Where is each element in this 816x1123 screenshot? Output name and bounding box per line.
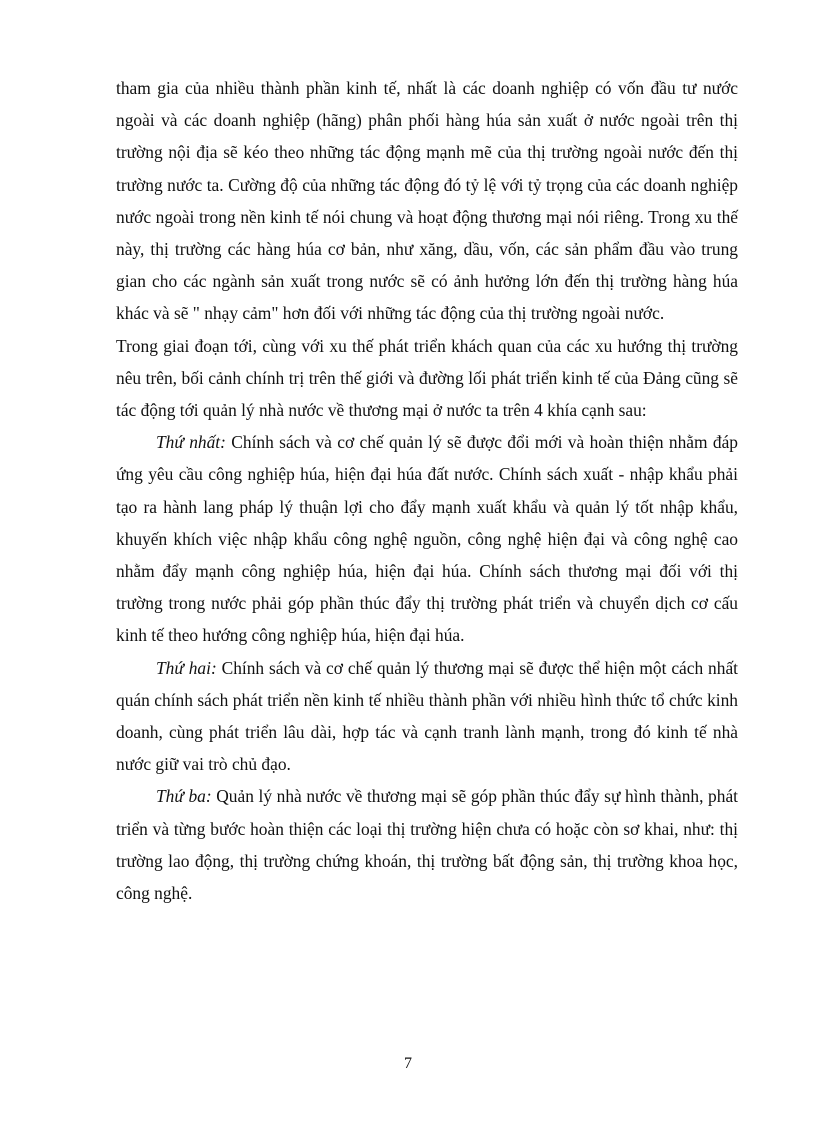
paragraph-text: Trong giai đoạn tới, cùng với xu thế phát triển khách quan của các xu hướng thị trường nêu trên, bối cảnh chính trị trên thế giới và đường lối phát triển kinh tế của Đảng cũng sẽ tác động tới quản lý nhà nước về thương mại ở nước ta trên 4 khía cạnh sau: [116,335,738,421]
paragraph-text: Quản lý nhà nước về thương mại sẽ góp phần thúc đẩy sự hình thành, phát triển và từng bước hoàn thiện các loại thị trường hiện chưa có hoặc còn sơ khai, như: thị trường lao động, thị trường chứng khoán, thị trường bất động sản, thị trường khoa học, công nghệ. [116,786,738,904]
paragraph-continuation [116,72,738,330]
paragraph-lead: Thứ ba: [156,786,212,807]
paragraph-text: Chính sách và cơ chế quản lý sẽ được đổi mới và hoàn thiện nhằm đáp ứng yêu cầu công nghiệp húa, hiện đại húa đất nước. Chính sách xuất - nhập khẩu phải tạo ra hành lang pháp lý thuận lợi cho đẩy mạnh xuất khẩu và quản lý tốt nhập khẩu, khuyến khích việc nhập khẩu công nghệ nguồn, công nghệ hiện đại và công nghệ cao nhằm đẩy mạnh công nghiệp húa, hiện đại húa. Chính sách thương mại đối với thị trường trong nước phải góp phần thúc đẩy thị trường phát triển và chuyển dịch cơ cấu kinh tế theo hướng công nghiệp húa, hiện đại húa. [116,432,738,646]
paragraph-first-point [116,426,738,651]
paragraph-text: tham gia của nhiều thành phần kinh tế, nhất là các doanh nghiệp có vốn đầu tư nước ngoài và các doanh nghiệp (hãng) phân phối hàng húa sản xuất ở nước ngoài trên thị trường nội địa sẽ kéo theo những tác động mạnh mẽ của thị trường ngoài nước đến thị trường nước ta. Cường độ của những tác động đó tỷ lệ với tỷ trọng của các doanh nghiệp nước ngoài trong nền kinh tế nói chung và hoạt động thương mại nói riêng. Trong xu thế này, thị trường các hàng húa cơ bản, như xăng, dầu, vốn, các sản phẩm đầu vào trung gian cho các ngành sản xuất trong nước sẽ có ảnh hưởng lớn đến thị trường hàng húa khác và sẽ " nhạy cảm" hơn đối với những tác động của thị trường ngoài nước. [116,78,738,324]
body-text [116,72,738,909]
paragraph-third-point [116,780,738,909]
page-number: 7 [404,1055,412,1072]
paragraph-lead: Thứ nhất: [156,432,226,453]
paragraph-lead: Thứ hai: [156,657,217,678]
paragraph-text: Chính sách và cơ chế quản lý thương mại sẽ được thể hiện một cách nhất quán chính sách phát triển nền kinh tế nhiều thành phần với nhiều hình thức tổ chức kinh doanh, cùng phát triển lâu dài, hợp tác và cạnh tranh lành mạnh, trong đó kinh tế nhà nước giữ vai trò chủ đạo. [116,657,738,775]
paragraph-second-point [116,652,738,781]
paragraph-context [116,330,738,427]
